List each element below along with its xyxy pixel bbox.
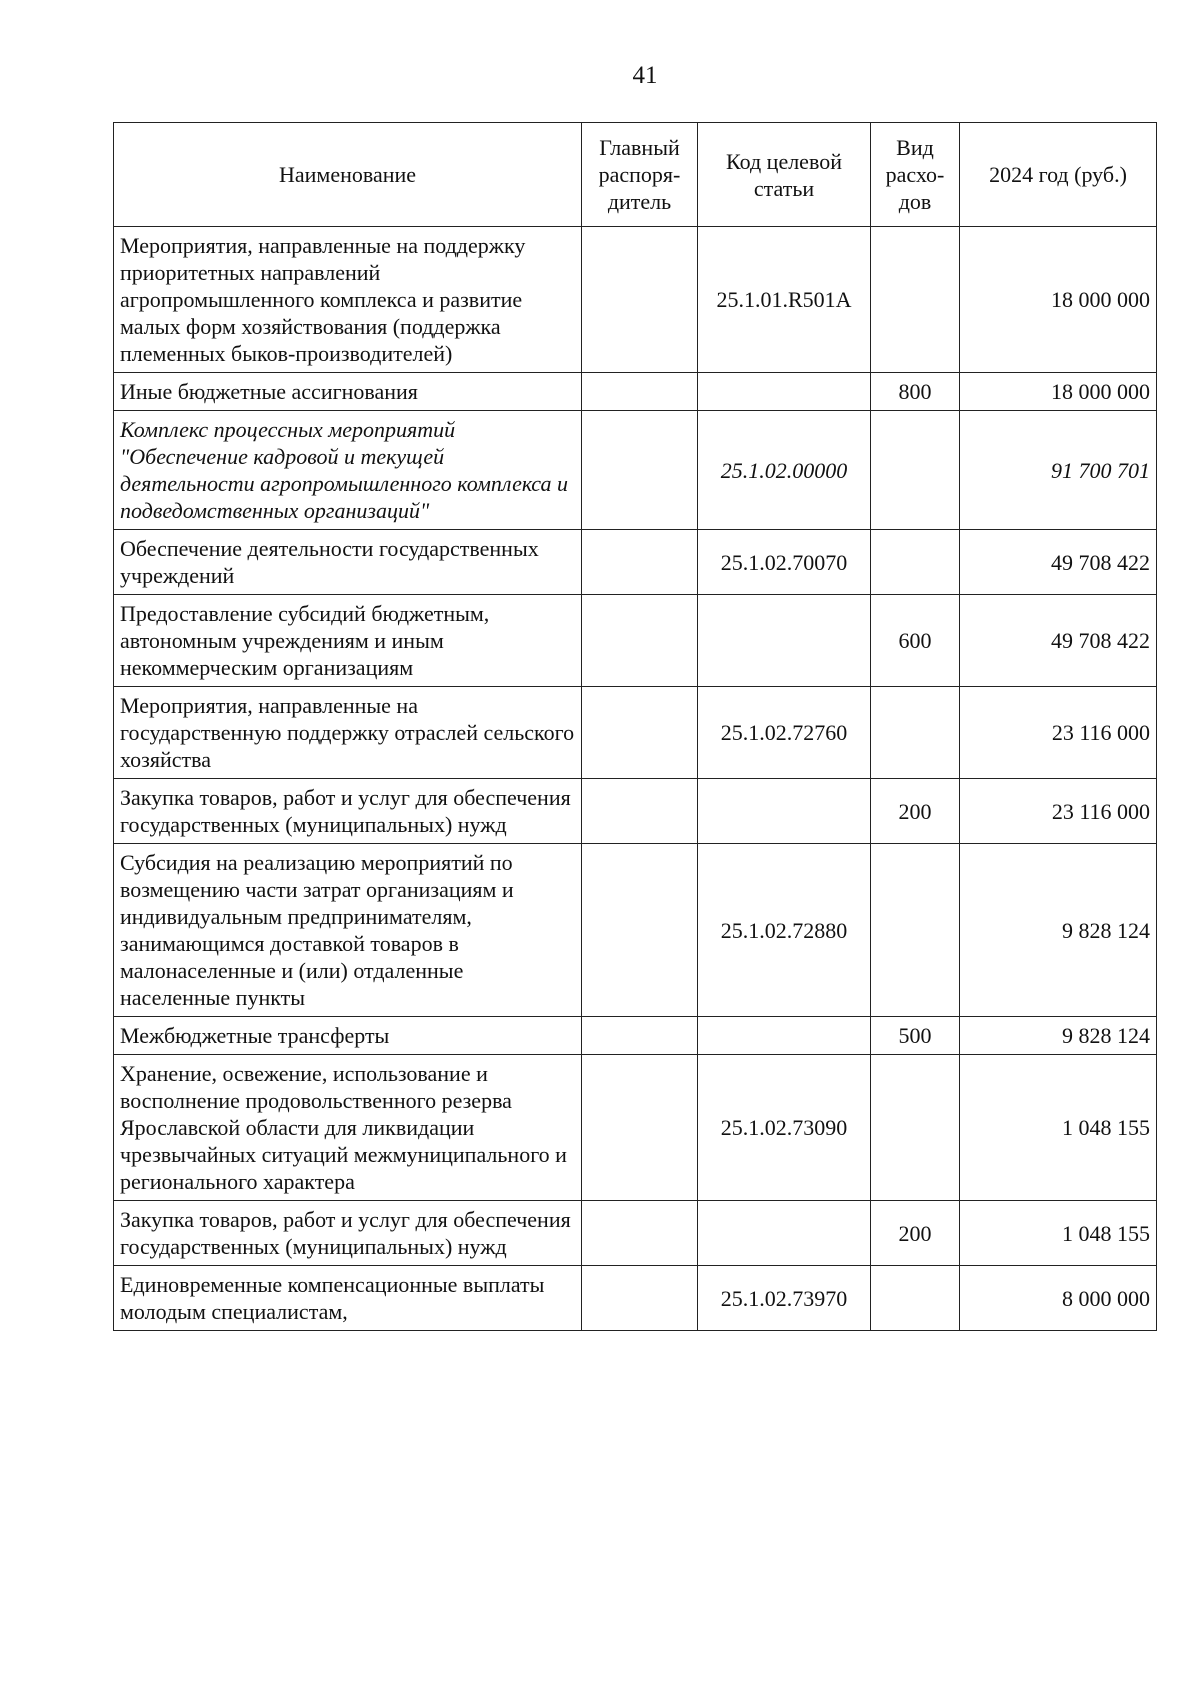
cell-expense-type	[871, 227, 960, 373]
cell-expense-type	[871, 687, 960, 779]
page-number: 41	[632, 62, 658, 89]
cell-main-manager	[582, 411, 698, 530]
header-expense-type: Вид расхо-дов	[871, 123, 960, 227]
table-row	[114, 844, 1157, 1017]
cell-target-code: 25.1.02.73970	[698, 1266, 871, 1331]
cell-target-code: 25.1.02.72880	[698, 844, 871, 1017]
cell-expense-type	[871, 411, 960, 530]
cell-target-code	[698, 1201, 871, 1266]
header-amount-2024: 2024 год (руб.)	[960, 123, 1157, 227]
cell-target-code	[698, 373, 871, 411]
cell-expense-type	[871, 1266, 960, 1331]
cell-target-code: 25.1.02.73090	[698, 1055, 871, 1201]
cell-name: Мероприятия, направленные на поддержку приоритетных направлений агропромышленного комплекса и развитие малых форм хозяйствования (поддержка племенных быков-производителей)	[114, 227, 582, 373]
cell-main-manager	[582, 530, 698, 595]
cell-amount: 9 828 124	[960, 844, 1157, 1017]
table-row	[114, 373, 1157, 411]
cell-amount: 23 116 000	[960, 779, 1157, 844]
cell-name: Субсидия на реализацию мероприятий по возмещению части затрат организациям и индивидуальным предпринимателям, занимающимся доставкой товаров в малонаселенные и (или) отдаленные населенные пункты	[114, 844, 582, 1017]
cell-name: Закупка товаров, работ и услуг для обеспечения государственных (муниципальных) нужд	[114, 1201, 582, 1266]
cell-main-manager	[582, 1017, 698, 1055]
cell-amount: 18 000 000	[960, 227, 1157, 373]
cell-name: Единовременные компенсационные выплаты молодым специалистам,	[114, 1266, 582, 1331]
table-row	[114, 595, 1157, 687]
cell-expense-type	[871, 530, 960, 595]
header-main-manager: Главный распоря-дитель	[582, 123, 698, 227]
table-body	[114, 227, 1157, 1331]
table-row	[114, 411, 1157, 530]
cell-name: Закупка товаров, работ и услуг для обеспечения государственных (муниципальных) нужд	[114, 779, 582, 844]
table-row	[114, 1055, 1157, 1201]
table-row	[114, 1201, 1157, 1266]
cell-target-code	[698, 595, 871, 687]
cell-expense-type: 600	[871, 595, 960, 687]
cell-name: Предоставление субсидий бюджетным, автономным учреждениям и иным некоммерческим организациям	[114, 595, 582, 687]
cell-amount: 8 000 000	[960, 1266, 1157, 1331]
table-row	[114, 779, 1157, 844]
budget-table	[113, 122, 1157, 1331]
cell-name: Межбюджетные трансферты	[114, 1017, 582, 1055]
header-target-code: Код целевой статьи	[698, 123, 871, 227]
cell-name: Комплекс процессных мероприятий "Обеспечение кадровой и текущей деятельности агропромышленного комплекса и подведомственных организаций"	[114, 411, 582, 530]
table-row	[114, 227, 1157, 373]
cell-amount: 1 048 155	[960, 1055, 1157, 1201]
cell-main-manager	[582, 1201, 698, 1266]
table-row	[114, 530, 1157, 595]
cell-main-manager	[582, 844, 698, 1017]
cell-main-manager	[582, 595, 698, 687]
cell-amount: 91 700 701	[960, 411, 1157, 530]
cell-target-code: 25.1.01.R501A	[698, 227, 871, 373]
cell-main-manager	[582, 1055, 698, 1201]
cell-main-manager	[582, 687, 698, 779]
cell-expense-type	[871, 1055, 960, 1201]
cell-amount: 49 708 422	[960, 595, 1157, 687]
cell-amount: 18 000 000	[960, 373, 1157, 411]
cell-main-manager	[582, 373, 698, 411]
cell-target-code: 25.1.02.00000	[698, 411, 871, 530]
cell-expense-type: 800	[871, 373, 960, 411]
cell-main-manager	[582, 779, 698, 844]
cell-amount: 1 048 155	[960, 1201, 1157, 1266]
cell-amount: 9 828 124	[960, 1017, 1157, 1055]
cell-expense-type: 200	[871, 1201, 960, 1266]
cell-amount: 49 708 422	[960, 530, 1157, 595]
cell-name: Иные бюджетные ассигнования	[114, 373, 582, 411]
table-row	[114, 1266, 1157, 1331]
cell-expense-type	[871, 844, 960, 1017]
cell-name: Мероприятия, направленные на государственную поддержку отраслей сельского хозяйства	[114, 687, 582, 779]
cell-target-code: 25.1.02.70070	[698, 530, 871, 595]
header-name: Наименование	[114, 123, 582, 227]
cell-expense-type: 500	[871, 1017, 960, 1055]
table-row	[114, 687, 1157, 779]
cell-main-manager	[582, 1266, 698, 1331]
table-header-row	[114, 123, 1157, 227]
cell-main-manager	[582, 227, 698, 373]
table-row	[114, 1017, 1157, 1055]
cell-amount: 23 116 000	[960, 687, 1157, 779]
cell-target-code	[698, 779, 871, 844]
cell-target-code: 25.1.02.72760	[698, 687, 871, 779]
cell-name: Обеспечение деятельности государственных учреждений	[114, 530, 582, 595]
cell-name: Хранение, освежение, использование и восполнение продовольственного резерва Ярославской области для ликвидации чрезвычайных ситуаций межмуниципального и регионального характера	[114, 1055, 582, 1201]
cell-target-code	[698, 1017, 871, 1055]
cell-expense-type: 200	[871, 779, 960, 844]
